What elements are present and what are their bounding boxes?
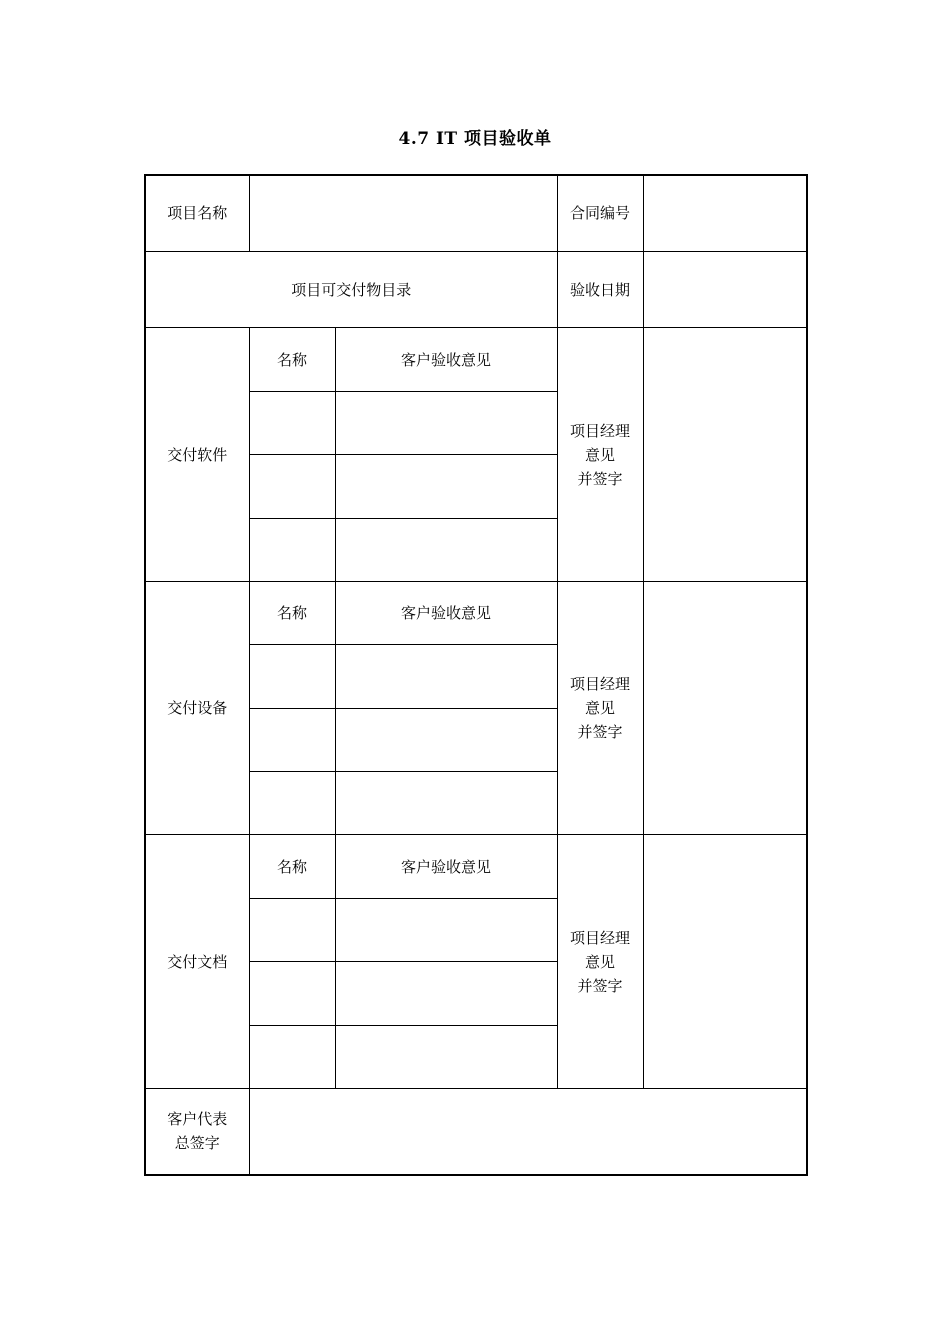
item-name-cell[interactable]: [249, 391, 335, 454]
customer-sign-field[interactable]: [249, 1088, 807, 1175]
item-name-cell[interactable]: [249, 455, 335, 518]
section-documents-label: 交付文档: [145, 835, 249, 1089]
item-opinion-cell[interactable]: [335, 708, 557, 771]
item-opinion-cell[interactable]: [335, 772, 557, 835]
contract-no-field[interactable]: [643, 175, 807, 251]
section-software-label: 交付软件: [145, 328, 249, 582]
column-header-opinion: 客户验收意见: [335, 328, 557, 391]
section-documents-header-row: [145, 835, 807, 898]
pm-sign-field[interactable]: [643, 835, 807, 1089]
customer-sign-label: 客户代表 总签字: [145, 1088, 249, 1175]
item-opinion-cell[interactable]: [335, 898, 557, 961]
item-opinion-cell[interactable]: [335, 962, 557, 1025]
item-name-cell[interactable]: [249, 772, 335, 835]
item-name-cell[interactable]: [249, 518, 335, 581]
item-name-cell[interactable]: [249, 962, 335, 1025]
item-name-cell[interactable]: [249, 708, 335, 771]
item-opinion-cell[interactable]: [335, 391, 557, 454]
item-opinion-cell[interactable]: [335, 1025, 557, 1088]
section-equipment-header-row: [145, 581, 807, 644]
pm-sign-label: 项目经理 意见 并签字: [557, 328, 643, 582]
project-info-row: [145, 175, 807, 251]
section-software-header-row: [145, 328, 807, 391]
item-name-cell[interactable]: [249, 898, 335, 961]
item-opinion-cell[interactable]: [335, 455, 557, 518]
page-title: 4.7 IT 项目验收单: [398, 129, 552, 149]
acceptance-date-field[interactable]: [643, 251, 807, 327]
item-name-cell[interactable]: [249, 645, 335, 708]
column-header-name: 名称: [249, 328, 335, 391]
item-opinion-cell[interactable]: [335, 645, 557, 708]
deliverables-catalog-label: 项目可交付物目录: [145, 251, 557, 327]
item-name-cell[interactable]: [249, 1025, 335, 1088]
pm-sign-label: 项目经理 意见 并签字: [557, 581, 643, 835]
pm-sign-field[interactable]: [643, 328, 807, 582]
acceptance-date-label: 验收日期: [557, 251, 643, 327]
section-equipment-label: 交付设备: [145, 581, 249, 835]
project-name-field[interactable]: [249, 175, 557, 251]
acceptance-form-table: [144, 174, 808, 1176]
item-opinion-cell[interactable]: [335, 518, 557, 581]
column-header-name: 名称: [249, 835, 335, 898]
pm-sign-field[interactable]: [643, 581, 807, 835]
column-header-opinion: 客户验收意见: [335, 835, 557, 898]
contract-no-label: 合同编号: [557, 175, 643, 251]
catalog-row: [145, 251, 807, 327]
customer-sign-row: [145, 1088, 807, 1175]
column-header-opinion: 客户验收意见: [335, 581, 557, 644]
project-name-label: 项目名称: [145, 175, 249, 251]
pm-sign-label: 项目经理 意见 并签字: [557, 835, 643, 1089]
column-header-name: 名称: [249, 581, 335, 644]
